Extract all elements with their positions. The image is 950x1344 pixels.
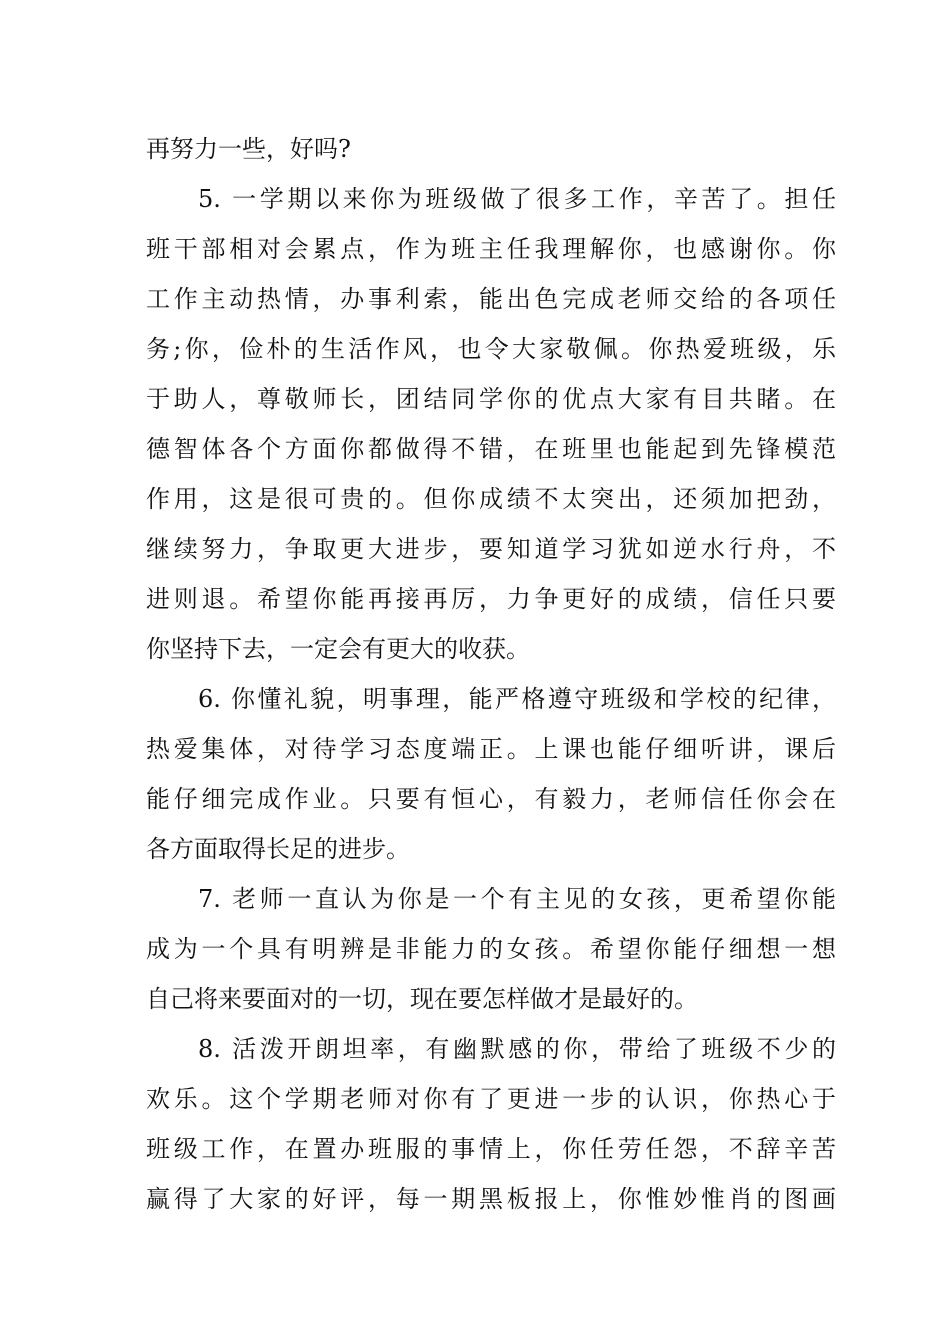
- text-line: 务;你，俭朴的生活作风，也令大家敬佩。你热爱班级，乐: [146, 335, 836, 363]
- text-line: 6. 你懂礼貌，明事理，能严格遵守班级和学校的纪律，: [198, 685, 836, 713]
- text-line: 班干部相对会累点，作为班主任我理解你，也感谢你。你: [146, 235, 836, 263]
- text-line: 工作主动热情，办事利索，能出色完成老师交给的各项任: [146, 285, 836, 313]
- text-line: 你坚持下去，一定会有更大的收获。: [146, 635, 530, 663]
- text-line: 7. 老师一直认为你是一个有主见的女孩，更希望你能: [198, 885, 836, 913]
- text-line: 5. 一学期以来你为班级做了很多工作，辛苦了。担任: [198, 185, 836, 213]
- text-line: 自己将来要面对的一切，现在要怎样做才是最好的。: [146, 985, 698, 1013]
- text-line: 能仔细完成作业。只要有恒心，有毅力，老师信任你会在: [146, 785, 836, 813]
- text-line: 班级工作，在置办班服的事情上，你任劳任怨，不辞辛苦: [146, 1135, 836, 1163]
- text-line: 作用，这是很可贵的。但你成绩不太突出，还须加把劲，: [146, 485, 836, 513]
- text-line: 8. 活泼开朗坦率，有幽默感的你，带给了班级不少的: [198, 1035, 836, 1063]
- text-line: 成为一个具有明辨是非能力的女孩。希望你能仔细想一想: [146, 935, 836, 963]
- text-line: 各方面取得长足的进步。: [146, 835, 410, 863]
- text-line: 赢得了大家的好评，每一期黑板报上，你惟妙惟肖的图画: [146, 1185, 836, 1213]
- text-line: 继续努力，争取更大进步，要知道学习犹如逆水行舟，不: [146, 535, 836, 563]
- text-line: 进则退。希望你能再接再厉，力争更好的成绩，信任只要: [146, 585, 836, 613]
- text-line: 德智体各个方面你都做得不错，在班里也能起到先锋模范: [146, 435, 836, 463]
- text-line: 再努力一些，好吗?: [146, 135, 351, 163]
- text-line: 热爱集体，对待学习态度端正。上课也能仔细听讲，课后: [146, 735, 836, 763]
- text-line: 欢乐。这个学期老师对你有了更进一步的认识，你热心于: [146, 1085, 836, 1113]
- document-body: [146, 124, 836, 1224]
- text-line: 于助人，尊敬师长，团结同学你的优点大家有目共睹。在: [146, 385, 836, 413]
